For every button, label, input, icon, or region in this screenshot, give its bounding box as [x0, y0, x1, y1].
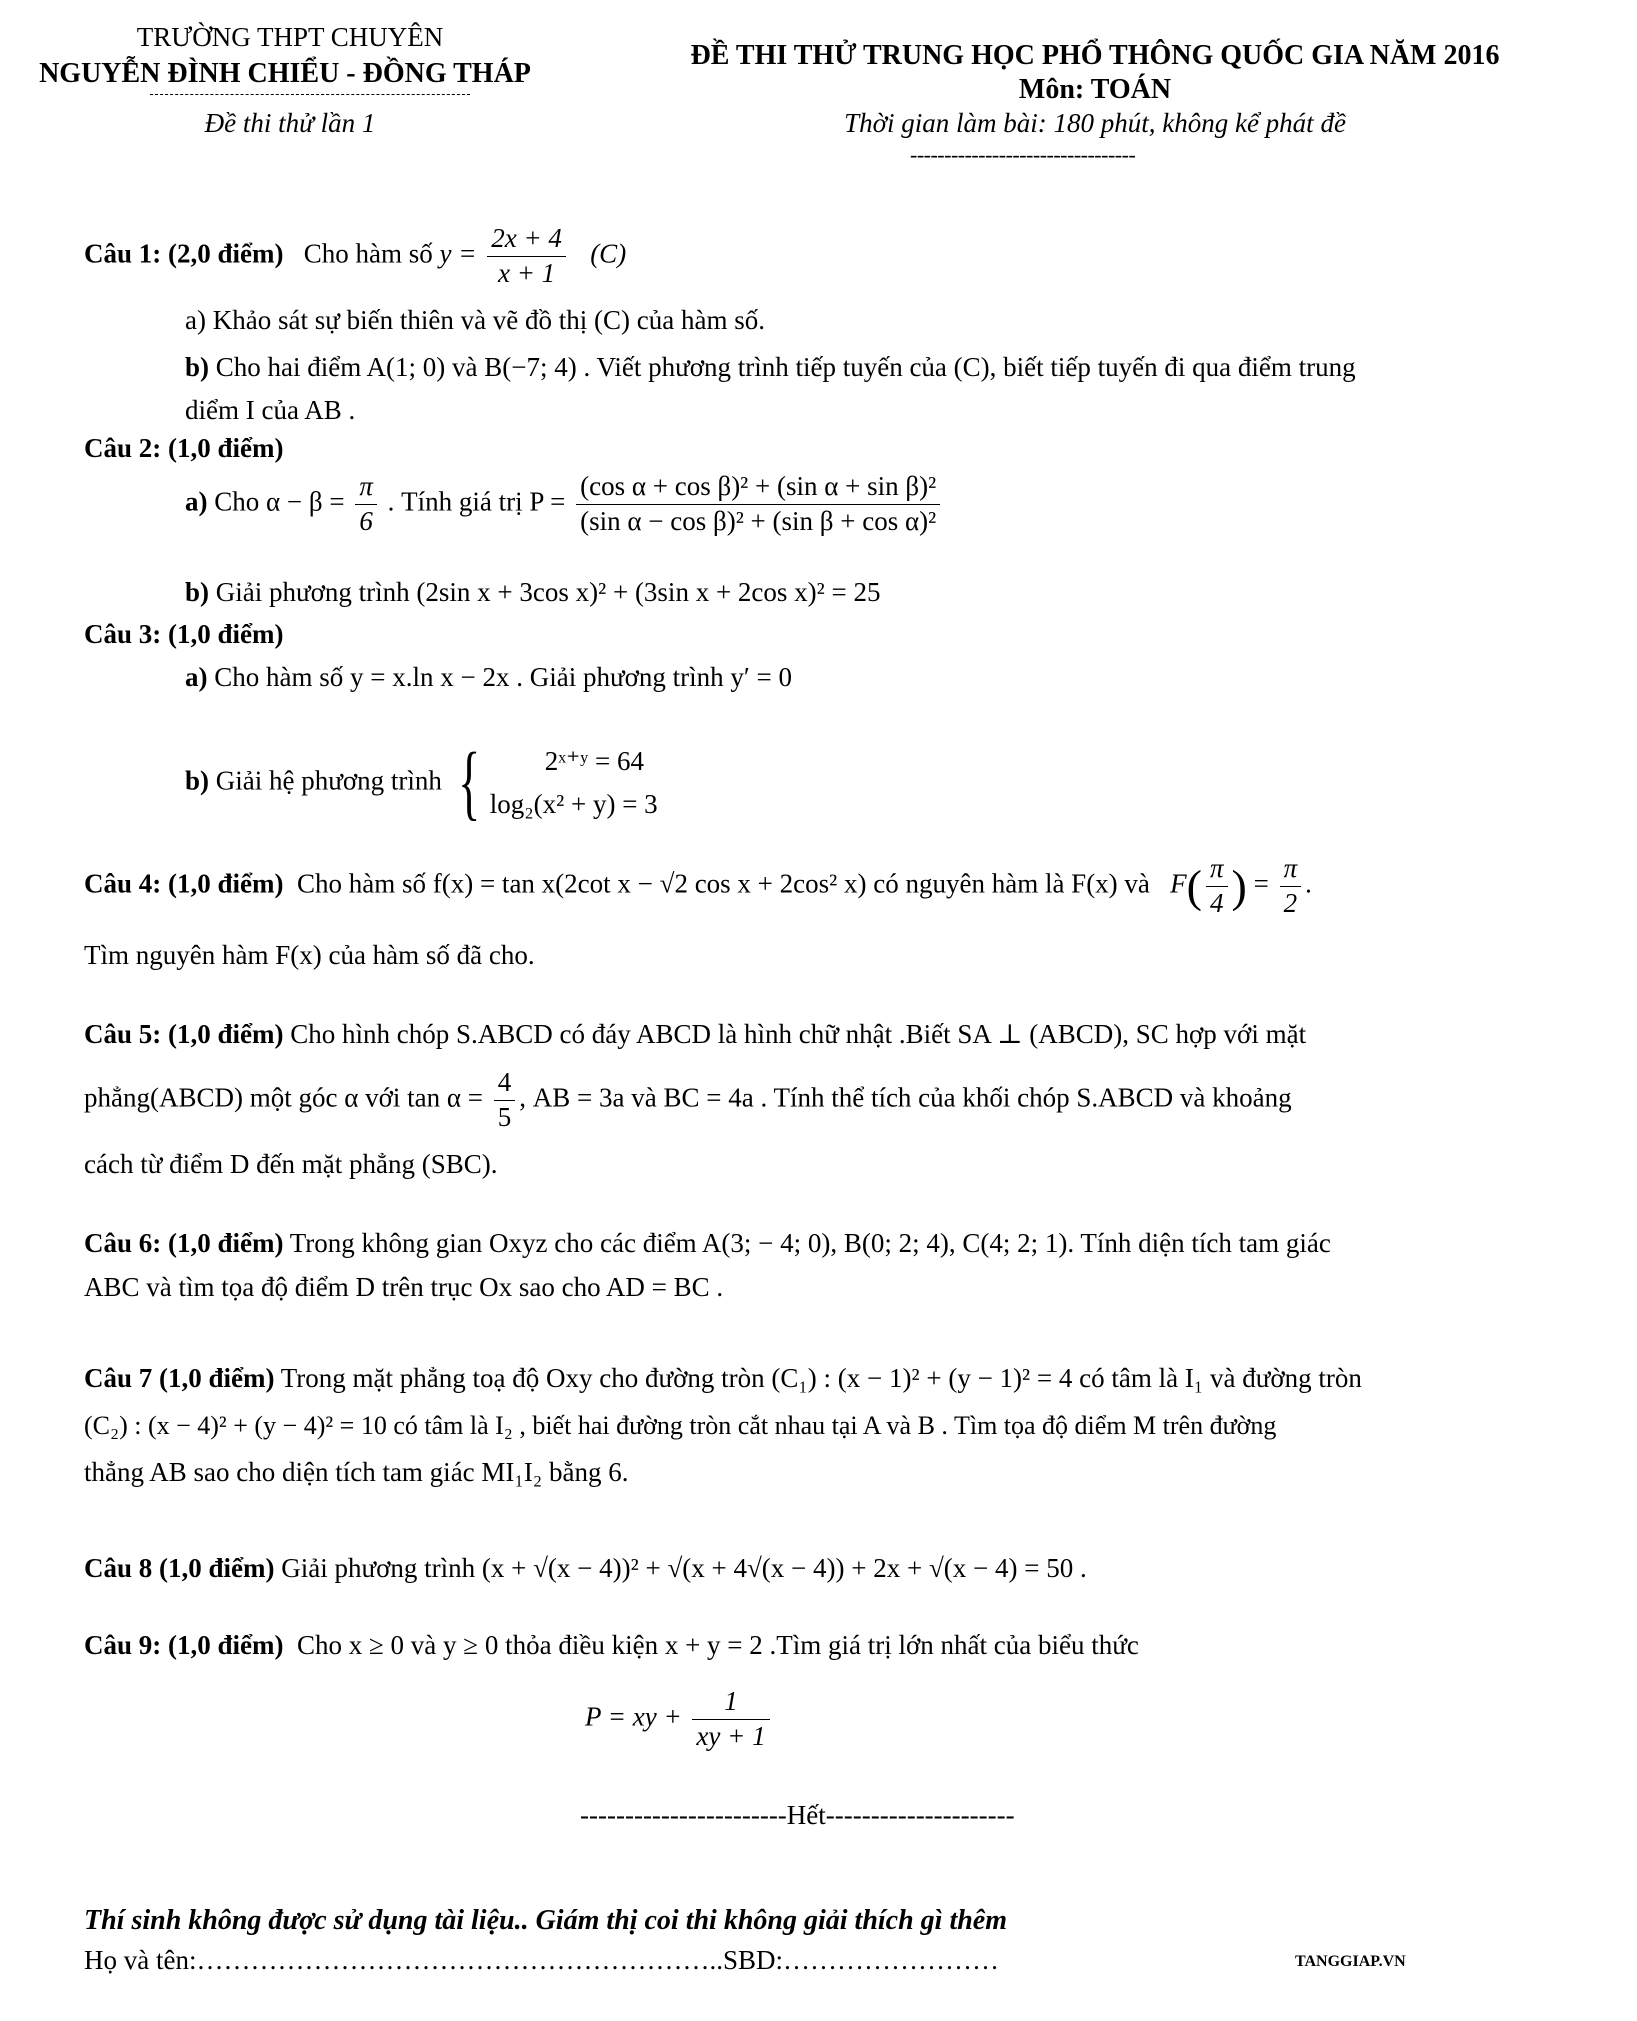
fraction-numerator: 2x + 4 — [487, 222, 566, 257]
exam-title: ĐỀ THI THỬ TRUNG HỌC PHỔ THÔNG QUỐC GIA NĂM 2016 — [690, 40, 1500, 71]
question-9-label: Câu 9: (1,0 điểm) — [84, 1630, 284, 1660]
school-line-1: TRƯỜNG THPT CHUYÊN — [136, 22, 444, 52]
question-1-line — [84, 222, 626, 291]
footer-note: Thí sinh không được sử dụng tài liệu.. Giám thị coi thi không giải thích gì thêm — [84, 1905, 1008, 1936]
q8-text: Giải phương trình (x + √(x − 4))² + √(x + 4√(x − 4)) + 2x + √(x − 4) = 50 . — [281, 1553, 1087, 1583]
system-eq-1: 2ˣ⁺ʸ = 64 — [544, 746, 645, 776]
question-9-expression: P = xy + $\frac{1}{xy + 1}$ — [585, 1685, 774, 1754]
brand-label: TANGGIAP.VN — [1295, 1953, 1406, 1970]
question-5-line-3: cách từ điểm D đến mặt phẳng (SBC). — [84, 1149, 498, 1179]
q6-line-1: Trong không gian Oxyz cho các điểm A(3; − 4; 0), B(0; 2; 4), C(4; 2; 1). Tính diện tích tam giác — [289, 1228, 1331, 1258]
subject-label: Môn: TOÁN — [1018, 74, 1172, 105]
question-8-label: Câu 8 (1,0 điểm) — [84, 1553, 275, 1583]
function-fraction — [487, 222, 566, 291]
question-3a — [185, 660, 792, 695]
pi-over-four: $\frac{\pi}{4}$ — [1206, 852, 1228, 921]
question-7 — [84, 1361, 1362, 1396]
question-1b-cont: diểm I của AB . — [185, 395, 356, 425]
q2b-text: Giải phương trình (2sin x + 3cos x)² + (3sin x + 2cos x)² = 25 — [215, 577, 881, 607]
school-underline — [150, 94, 470, 95]
question-2-label: Câu 2: (1,0 điểm) — [84, 433, 284, 463]
q9-fraction: $\frac{1}{xy + 1}$ — [692, 1685, 769, 1754]
q7-line-1: Trong mặt phẳng toạ độ Oxy cho đường tròn (C₁) : (x − 1)² + (y − 1)² = 4 có tâm là I₁ và đường tròn — [280, 1363, 1362, 1393]
question-1b — [185, 350, 1356, 385]
question-1-label: Câu 1: (2,0 điểm) — [84, 238, 284, 269]
q3b-text: Giải hệ phương trình — [215, 765, 442, 796]
function-y: y = — [439, 238, 477, 269]
q3b-label: b) — [185, 765, 210, 796]
question-6-label: Câu 6: (1,0 điểm) — [84, 1228, 284, 1258]
question-3-label: Câu 3: (1,0 điểm) — [84, 619, 284, 649]
pi-over-six: $\frac{\pi}{6}$ — [355, 470, 377, 539]
system-eq-2: log₂(x² + y) = 3 — [489, 789, 658, 820]
question-5-label: Câu 5: (1,0 điểm) — [84, 1019, 284, 1049]
exam-time: Thời gian làm bài: 180 phút, không kể phát đề — [844, 108, 1346, 138]
question-5 — [84, 1017, 1306, 1052]
school-line-2: NGUYỄN ĐÌNH CHIỂU - ĐỒNG THÁP — [39, 58, 531, 89]
header-rule: --------------------------------- — [910, 142, 1136, 167]
equation-system — [490, 740, 658, 826]
question-8 — [84, 1551, 1087, 1586]
q2a-label: a) — [185, 486, 208, 517]
question-7-label: Câu 7 (1,0 điểm) — [84, 1363, 275, 1393]
q5-line-1: Cho hình chóp S.ABCD có đáy ABCD là hình chữ nhật .Biết SA ⊥ (ABCD), SC hợp với mặt — [290, 1019, 1307, 1049]
question-2a — [185, 470, 944, 539]
p-numerator: (cos α + cos β)² + (sin α + sin β)² — [576, 470, 940, 505]
candidate-name-line: Họ và tên:…………………………………………………..SBD:…………………… — [84, 1945, 999, 1975]
question-1a: a) Khảo sát sự biến thiên và vẽ đồ thị (C) của hàm số. — [185, 305, 765, 335]
question-7-line-2: (C₂) : (x − 4)² + (y − 4)² = 10 có tâm là I₂ , biết hai đường tròn cắt nhau tại A và B . Tìm tọa độ diểm M trên đường — [84, 1411, 1277, 1440]
q2a-pre: Cho α − β = — [214, 486, 345, 517]
attempt-label: Đề thi thử lần 1 — [204, 108, 376, 138]
q2a-mid: . Tính giá trị P = — [387, 486, 566, 517]
question-2b — [185, 575, 880, 610]
question-7-line-3: thẳng AB sao cho diện tích tam giác MI₁I₂ bằng 6. — [84, 1457, 629, 1487]
q1b-text: Cho hai điểm A(1; 0) và B(−7; 4) . Viết phương trình tiếp tuyến của (C), biết tiếp tuyến đi qua điểm trung — [215, 352, 1356, 382]
pi-over-two: $\frac{\pi}{2}$ — [1280, 852, 1302, 921]
question-5-line-2: phẳng(ABCD) một góc α với tan α = $\frac{4}{5}$ , AB = 3a và BC = 4a . Tính thể tích của khối chóp S.ABCD và khoảng — [84, 1066, 1292, 1135]
question-9 — [84, 1628, 1139, 1663]
four-fifths: $\frac{4}{5}$ — [494, 1066, 516, 1135]
question-6 — [84, 1226, 1331, 1261]
question-4-label: Câu 4: (1,0 điểm) — [84, 868, 284, 899]
curve-tag: (C) — [590, 238, 627, 269]
question-1-intro: Cho hàm số — [303, 238, 433, 269]
p-denominator: (sin α − cos β)² + (sin β + cos α)² — [580, 505, 937, 536]
system-brace: { — [457, 736, 480, 830]
question-4: Câu 4: (1,0 điểm) Cho hàm số f(x) = tan x(2cot x − √2 cos x + 2cos² x) có nguyên hàm là F(x) và F( $\frac{\pi}{4}$ ) = $\frac{\pi}{2}$ . — [84, 852, 1312, 921]
q1b-label: b) — [185, 352, 210, 382]
q4-text: Cho hàm số f(x) = tan x(2cot x − √2 cos x + 2cos² x) có nguyên hàm là F(x) và — [296, 868, 1150, 899]
q3a-text: Cho hàm số y = x.ln x − 2x . Giải phương trình y′ = 0 — [214, 662, 792, 692]
q9-text: Cho x ≥ 0 và y ≥ 0 thỏa điều kiện x + y = 2 .Tìm giá trị lớn nhất của biểu thức — [296, 1630, 1139, 1660]
q2b-label: b) — [185, 577, 210, 607]
question-6-line-2: ABC và tìm tọa độ điểm D trên trục Ox sao cho AD = BC . — [84, 1272, 724, 1302]
p-fraction — [576, 470, 940, 539]
q3a-label: a) — [185, 662, 208, 692]
question-3b — [185, 736, 658, 830]
question-4-cont: Tìm nguyên hàm F(x) của hàm số đã cho. — [84, 940, 535, 970]
end-line: -----------------------Hết--------------------- — [580, 1800, 1015, 1830]
fraction-denominator: x + 1 — [497, 257, 556, 288]
